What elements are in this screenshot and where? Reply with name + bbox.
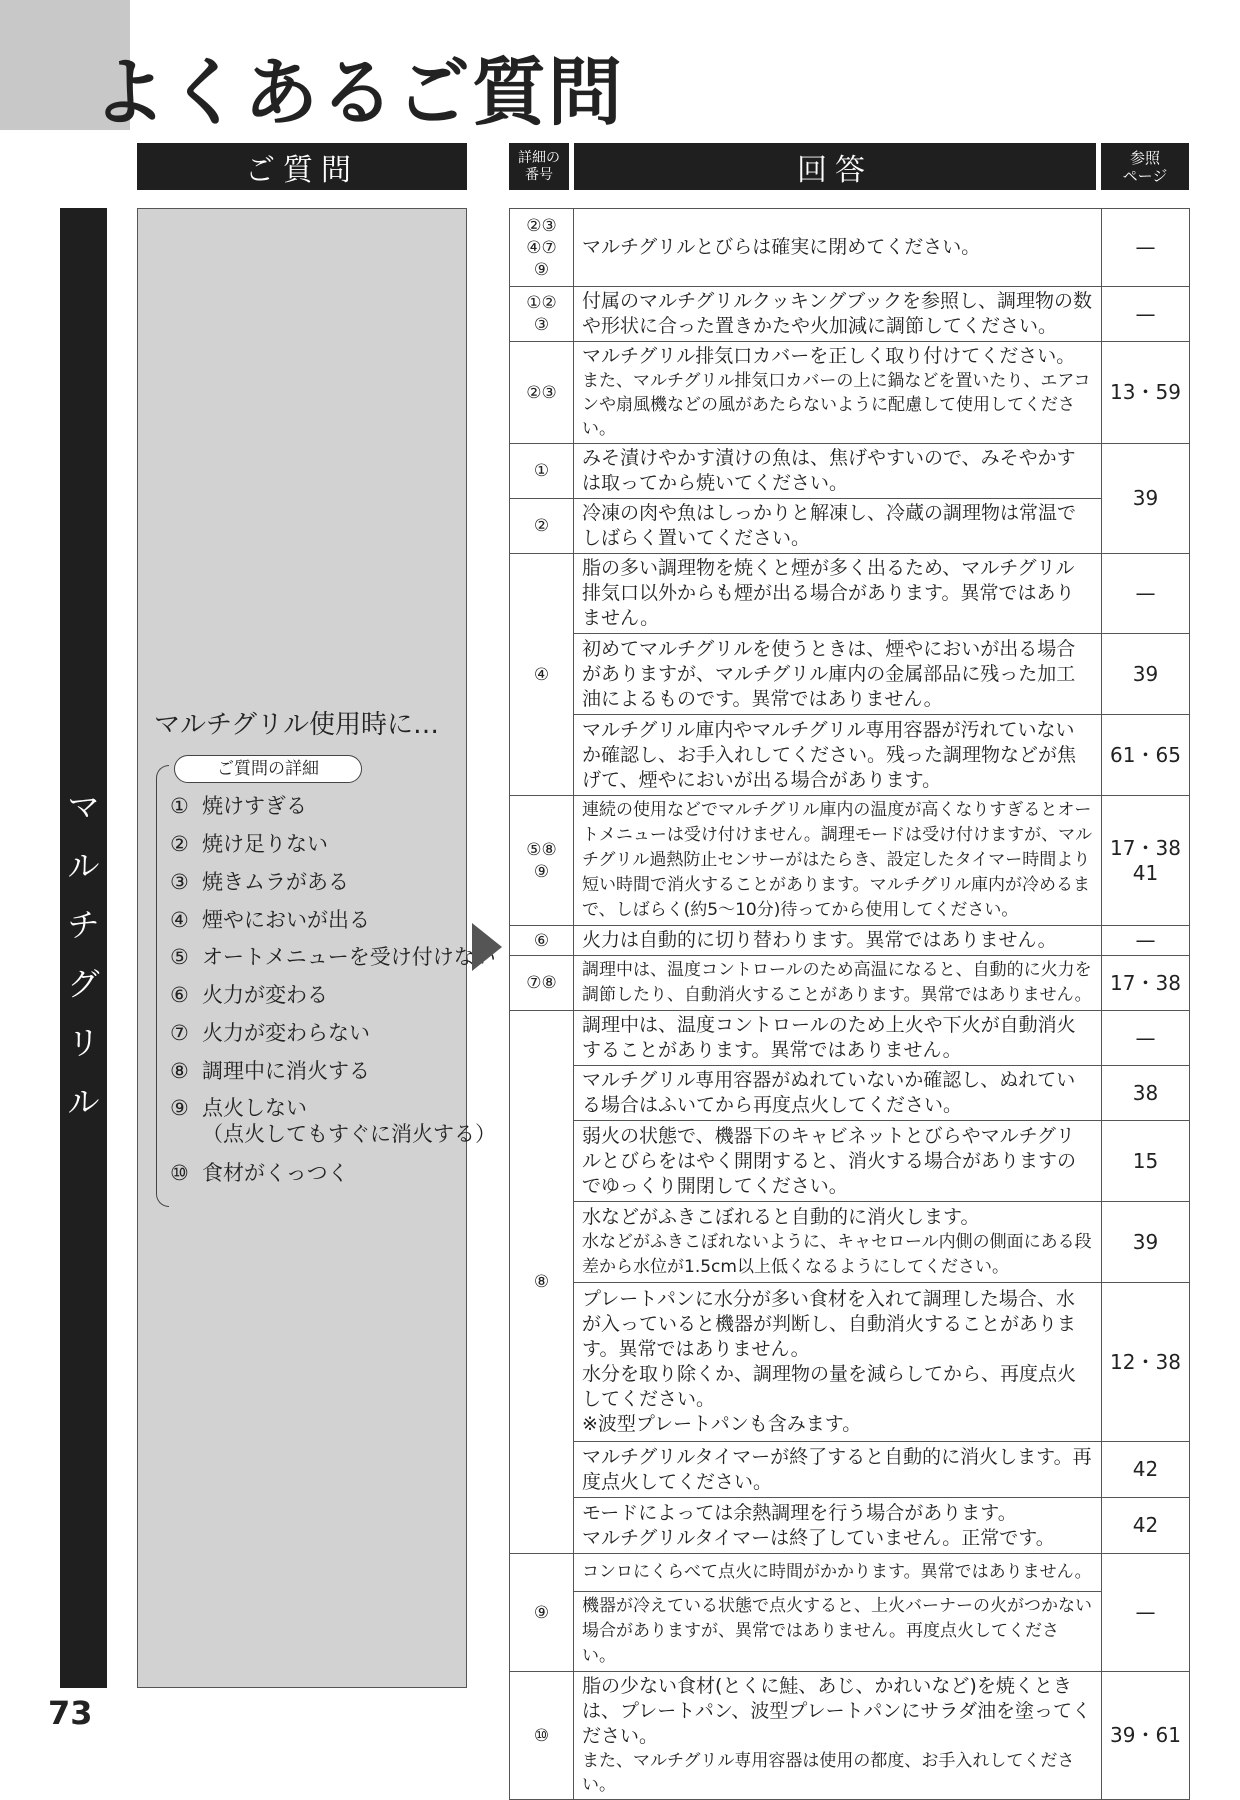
question-item [170,944,496,970]
answer-text-main: マルチグリル排気口カバーを正しく取り付けてください。 [582,345,1076,367]
answer-row [510,1011,1190,1066]
detail-number: ②③ [510,342,574,444]
answer-text: 弱火の状態で、機器下のキャビネットとびらやマルチグリルとびらをはやく開閉すると、消火する場合がありますのでゆっくり開閉してください。 [574,1121,1102,1202]
question-item-text: 食材がくっつく [202,1161,349,1185]
reference-page: 12・38 [1102,1283,1190,1442]
answer-text: 連続の使用などでマルチグリル庫内の温度が高くなりすぎるとオートメニューは受け付けません。調理モードは受け付けますが、マルチグリル過熱防止センサーがはたらき、設定したタイマー時間より短い時間で消火することがあります。マルチグリル庫内が冷めるまで、しばらく(約5～10分)待ってから使用してください。 [574,796,1102,926]
answer-text: 火力は自動的に切り替わります。異常ではありません。 [574,926,1102,956]
side-tab-char: チ [67,906,100,944]
detail-number: ⑩ [510,1672,574,1800]
question-item-subtext: （点火してもすぐに消火する） [202,1122,496,1146]
section-side-tab [60,208,107,1688]
answer-row [510,1121,1190,1202]
answer-text [574,1202,1102,1283]
question-item-text: 焼きムラがある [202,870,349,894]
question-item [170,793,307,819]
answer-text [574,1672,1102,1800]
answer-row [510,209,1190,287]
answer-text-main: プレートパンに水分が多い食材を入れて調理した場合、水が入っていると機器が判断し、自動消火することがあります。異常ではありません。 水分を取り除くか、調理物の量を減らしてから、再度点火してください。 ※波型プレートパンも含みます。 [582,1288,1077,1435]
answer-row [510,1592,1190,1672]
question-item [170,1058,370,1084]
question-panel [137,208,496,1688]
answer-text-main: モードによっては余熱調理を行う場合があります。 マルチグリルタイマーは終了していません。正常です。 [582,1501,1055,1549]
question-item [170,1095,496,1147]
question-item-text: 点火しない [202,1096,307,1120]
detail-number: ① [510,444,574,499]
answer-text [574,342,1102,444]
reference-page: — [1102,554,1190,634]
answer-text: コンロにくらべて点火に時間がかかります。異常ではありません。 [574,1554,1102,1592]
detail-number: ② [510,499,574,554]
reference-page: — [1102,926,1190,956]
question-item [170,869,349,895]
reference-page: — [1102,209,1190,287]
answer-text: 付属のマルチグリルクッキングブックを参照し、調理物の数や形状に合った置きかたや火加減に調節してください。 [574,287,1102,342]
question-item [170,907,370,933]
question-item-number: ② [170,832,189,856]
answer-text: 初めてマルチグリルを使うときは、煙やにおいが出る場合がありますが、マルチグリル庫内の金属部品に残った加工油によるものです。異常ではありません。 [574,634,1102,715]
detail-number-text: ①② ③ [526,293,557,335]
answer-row [510,1442,1190,1498]
reference-page: — [1102,287,1190,342]
answer-text-note: また、マルチグリル排気口カバーの上に鍋などを置いたり、エアコンや扇風機などの風があたらないように配慮して使用してください。 [582,371,1091,439]
reference-page: 61・65 [1102,715,1190,796]
header-answer: 回答 [574,143,1096,190]
reference-page: — [1102,1554,1190,1672]
header-detail-number-line1: 詳細の [518,149,560,166]
question-item-text: オートメニューを受け付けない [202,945,496,969]
answer-text: マルチグリル専用容器がぬれていないか確認し、ぬれている場合はふいてから再度点火してください。 [574,1066,1102,1121]
answer-row [510,715,1190,796]
answer-row [510,1554,1190,1592]
question-item-number: ⑥ [170,983,189,1007]
answer-row [510,1066,1190,1121]
question-item-number: ① [170,794,189,818]
header-detail-number [509,143,569,190]
answer-text: マルチグリル庫内やマルチグリル専用容器が汚れていないか確認し、お手入れしてください。残った調理物などが焦げて、煙やにおいが出る場合があります。 [574,715,1102,796]
reference-page [1102,796,1190,926]
answer-text-main: 水などがふきこぼれると自動的に消火します。 [582,1205,980,1228]
reference-page: 13・59 [1102,342,1190,444]
detail-label: ご質問の詳細 [174,755,362,783]
reference-page: 15 [1102,1121,1190,1202]
question-item-text: 調理中に消火する [202,1059,370,1083]
reference-page: 39 [1102,1202,1190,1283]
answer-text: マルチグリルとびらは確実に閉めてください。 [574,209,1102,287]
question-item-number: ⑧ [170,1059,189,1083]
answer-text-note: 水などがふきこぼれないように、キャセロール内側の側面にある段差から水位が1.5cm以上低くなるようにしてください。 [582,1231,1092,1277]
answer-text: 調理中は、温度コントロールのため高温になると、自動的に火力を調節したり、自動消火することがあります。異常ではありません。 [574,956,1102,1011]
header-question: ご質問 [137,143,467,190]
header-detail-number-line2: 番号 [525,166,553,183]
reference-page-text: 17・38 41 [1110,835,1181,885]
answer-text: 脂の多い調理物を焼くと煙が多く出るため、マルチグリル排気口以外からも煙が出る場合があります。異常ではありません。 [574,554,1102,634]
reference-page: 39・61 [1102,1672,1190,1800]
question-heading: マルチグリル使用時に… [154,710,439,740]
reference-page: 42 [1102,1498,1190,1554]
answer-row [510,444,1190,499]
answer-text: 機器が冷えている状態で点火すると、上火バーナーの火がつかない場合がありますが、異常ではありません。再度点火してください。 [574,1592,1102,1672]
answer-row [510,342,1190,444]
side-tab-char: リ [67,1024,100,1062]
question-item [170,1160,349,1186]
reference-page: 38 [1102,1066,1190,1121]
answer-row [510,499,1190,554]
question-item-text: 煙やにおいが出る [202,908,370,932]
page-title: よくあるご質問 [92,50,624,136]
detail-number-text: ②③ ④⑦ ⑨ [526,215,557,280]
question-item-text: 火力が変わらない [202,1021,370,1045]
question-item-number: ⑨ [170,1096,189,1120]
detail-number: ⑥ [510,926,574,956]
detail-number [510,209,574,287]
answer-row [510,796,1190,926]
question-item [170,831,328,857]
answer-row [510,956,1190,1011]
question-item-text: 火力が変わる [202,983,328,1007]
question-item-number: ③ [170,870,189,894]
answer-row [510,554,1190,634]
answer-text: 調理中は、温度コントロールのため上火や下火が自動消火することがあります。異常ではありません。 [574,1011,1102,1066]
reference-page: 17・38 [1102,956,1190,1011]
detail-number [510,287,574,342]
answer-row [510,1202,1190,1283]
reference-page: — [1102,1011,1190,1066]
side-tab-char: ル [67,847,100,885]
answer-row [510,634,1190,715]
question-item [170,1020,370,1046]
question-item [170,982,328,1008]
answer-text-note: また、マルチグリル専用容器は使用の都度、お手入れしてください。 [582,1751,1075,1795]
question-item-number: ④ [170,908,189,932]
answer-row [510,1672,1190,1800]
arrow-right-icon [472,923,502,971]
detail-number-text: ⑤⑧ ⑨ [526,839,557,882]
question-item-number: ⑩ [170,1161,189,1185]
answer-row [510,287,1190,342]
side-tab-char: グ [67,965,100,1003]
answer-row [510,926,1190,956]
page-number: 73 [48,1694,93,1732]
answer-text-main: 脂の少ない食材(とくに鮭、あじ、かれいなど)を焼くときは、プレートパン、波型プレートパンにサラダ油を塗ってください。 [582,1675,1092,1747]
detail-number [510,796,574,926]
side-tab-char: ル [67,1083,100,1121]
answer-row [510,1498,1190,1554]
detail-number: ⑧ [510,1011,574,1554]
detail-number: ④ [510,554,574,796]
question-item-text: 焼けすぎる [202,794,307,818]
reference-page: 39 [1102,634,1190,715]
question-item-text: 焼け足りない [202,832,328,856]
answer-table [509,208,1190,1800]
answer-text: マルチグリルタイマーが終了すると自動的に消火します。再度点火してください。 [574,1442,1102,1498]
reference-page: 42 [1102,1442,1190,1498]
detail-bracket [156,765,169,1207]
question-item-number: ⑤ [170,945,189,969]
header-reference-page [1101,143,1189,190]
answer-text [574,1283,1102,1442]
answer-text [574,1498,1102,1554]
answer-text: みそ漬けやかす漬けの魚は、焦げやすいので、みそやかすは取ってから焼いてください。 [574,444,1102,499]
detail-number: ⑨ [510,1554,574,1672]
detail-number: ⑦⑧ [510,956,574,1011]
answer-row [510,1283,1190,1442]
answer-text: 冷凍の肉や魚はしっかりと解凍し、冷蔵の調理物は常温でしばらく置いてください。 [574,499,1102,554]
side-tab-char: マ [67,788,100,826]
question-item-number: ⑦ [170,1021,189,1045]
header-reference-page-line1: 参照 [1129,148,1160,167]
header-reference-page-line2: ページ [1122,166,1168,185]
reference-page: 39 [1102,444,1190,554]
